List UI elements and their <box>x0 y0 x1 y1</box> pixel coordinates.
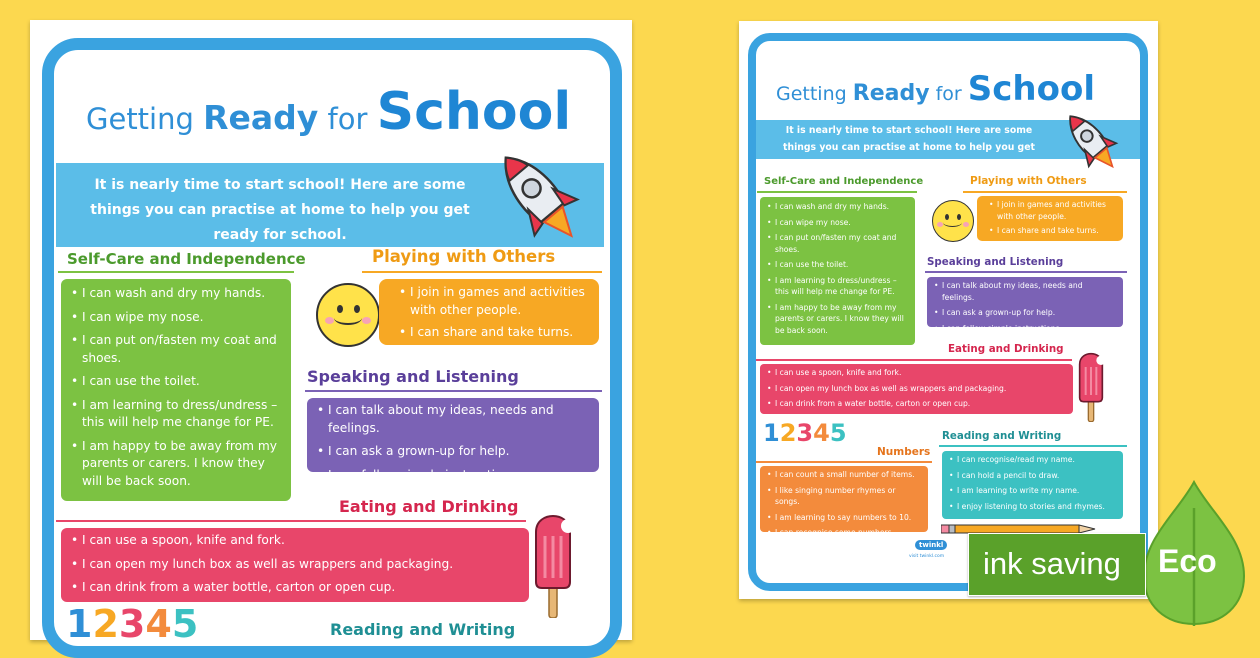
list-item: • I can open my lunch box as well as wrappers and packaging. <box>71 556 519 574</box>
poster-title <box>776 69 1095 109</box>
title-getting: Getting <box>776 83 847 105</box>
digit: 4 <box>145 602 172 646</box>
list-item: • I can recognise some numbers. <box>767 527 921 539</box>
reading-rule <box>939 445 1127 447</box>
title-school: School <box>376 82 572 142</box>
digit: 3 <box>118 602 146 646</box>
digit: 2 <box>779 419 797 447</box>
list-item: • I can use a spoon, knife and fork. <box>71 532 519 550</box>
ice-lolly-icon <box>1077 352 1105 422</box>
speaking-box <box>927 277 1123 333</box>
speaking-rule <box>925 271 1127 273</box>
list-item: • I can drink from a water bottle, carton or open cup. <box>767 398 1066 410</box>
list-item: • I join in games and activities with other people. <box>399 284 589 319</box>
list-item: • I can talk about my ideas, needs and feelings. <box>317 402 589 437</box>
title-getting: Getting <box>86 102 194 136</box>
eating-rule <box>56 520 526 522</box>
numbers-title: Numbers <box>877 446 931 458</box>
playing-box <box>379 279 599 345</box>
list-item: • I am learning to say numbers to 10. <box>767 512 921 524</box>
digit: 3 <box>796 419 814 447</box>
list-item: • I can follow simple instructions. <box>317 467 589 485</box>
list-item: • I can use the toilet. <box>767 259 908 271</box>
list-item: • I can put on/fasten my coat and shoes. <box>767 232 908 255</box>
selfcare-rule <box>757 191 917 193</box>
selfcare-box <box>760 197 915 345</box>
list-item: • I can hold a pencil to draw. <box>949 470 1116 482</box>
playing-title: Playing with Others <box>970 175 1087 187</box>
playing-box <box>977 196 1123 241</box>
title-school: School <box>967 69 1095 109</box>
smiley-icon <box>316 283 380 347</box>
eating-title: Eating and Drinking <box>948 343 1064 355</box>
list-item: • I enjoy listening to stories and rhymes. <box>949 501 1116 513</box>
rocket-icon <box>482 140 594 252</box>
reading-title-clipped: Reading and Writing <box>330 620 516 639</box>
speaking-title: Speaking and Listening <box>307 367 519 386</box>
intro-banner: It is nearly time to start school! Here are some things you can practise at home to help you get ready for school. <box>56 163 604 247</box>
digit: 5 <box>829 419 847 447</box>
selfcare-title: Self-Care and Independence <box>67 250 306 268</box>
numbers-digits <box>66 602 198 646</box>
list-item: • I can wash and dry my hands. <box>767 201 908 213</box>
intro-banner: It is nearly time to start school! Here are some things you can practise at home to help you get ready for school. <box>756 120 1140 159</box>
selfcare-rule <box>58 271 294 273</box>
list-item: • I can talk about my ideas, needs and feelings. <box>934 280 1116 303</box>
list-item: • I can drink from a water bottle, carton or open cup. <box>71 579 519 597</box>
title-ready: Ready <box>203 98 319 137</box>
right-poster <box>739 21 1158 599</box>
list-item: • I am learning to write my name. <box>949 485 1116 497</box>
playing-rule <box>963 191 1127 193</box>
ice-lolly-icon <box>532 514 574 618</box>
title-for: for <box>327 102 368 136</box>
playing-rule <box>362 271 602 273</box>
smiley-mouth <box>334 311 362 325</box>
list-item: • I can ask a grown-up for help. <box>317 443 589 461</box>
list-item: • I like singing number rhymes or songs. <box>767 485 921 508</box>
list-item: • I join in games and activities with other people. <box>989 199 1117 222</box>
list-item: • I can use a spoon, knife and fork. <box>767 367 1066 379</box>
list-item: • I can share and take turns. <box>399 324 589 342</box>
eating-rule <box>756 359 1072 361</box>
list-item: • I can wash and dry my hands. <box>71 285 281 303</box>
list-item: • I can ask a grown-up for help. <box>934 307 1116 319</box>
list-item: • I can follow simple instructions. <box>934 323 1116 335</box>
numbers-box <box>760 466 928 537</box>
list-item: • I can open my lunch box as well as wrappers and packaging. <box>767 383 1066 395</box>
smiley-icon <box>932 200 974 242</box>
list-item: • I am learning to dress/undress – this will help me change for PE. <box>71 397 281 432</box>
rocket-icon <box>1055 105 1127 177</box>
smiley-cheek <box>362 317 371 324</box>
digit: 5 <box>171 602 199 646</box>
list-item: • I can count a small number of items. <box>767 469 921 481</box>
eating-box <box>61 528 529 602</box>
numbers-digits <box>763 419 847 447</box>
reading-title: Reading and Writing <box>942 430 1062 442</box>
eco-text: Eco <box>1158 543 1217 579</box>
left-poster <box>30 20 632 646</box>
speaking-box <box>307 398 599 482</box>
digit: 1 <box>763 419 780 447</box>
list-item: • I can share and take turns. <box>989 225 1117 237</box>
eating-title: Eating and Drinking <box>339 497 519 516</box>
digit: 1 <box>66 602 93 646</box>
list-item: • I can wipe my nose. <box>767 217 908 229</box>
list-item: • I am learning to dress/undress – this will help me change for PE. <box>767 275 908 298</box>
list-item: • I can use the toilet. <box>71 373 281 391</box>
digit: 2 <box>92 602 119 646</box>
list-item: • I can wipe my nose. <box>71 309 281 327</box>
speaking-rule <box>305 390 602 392</box>
smiley-cheek <box>325 317 334 324</box>
numbers-rule <box>756 461 932 463</box>
digit: 4 <box>813 419 830 447</box>
reading-box <box>942 451 1123 519</box>
list-item: • I am happy to be away from my parents or carers. I know they will be back soon. <box>767 302 908 337</box>
twinkl-url: visit twinkl.com <box>909 554 945 559</box>
list-item: • I can put on/fasten my coat and shoes. <box>71 332 281 367</box>
title-for: for <box>935 83 962 105</box>
playing-title: Playing with Others <box>372 247 556 266</box>
twinkl-logo: twinkl <box>915 540 947 550</box>
selfcare-title: Self-Care and Independence <box>764 176 924 187</box>
smiley-mouth <box>943 218 962 227</box>
list-item: • I am happy to be away from my parents or carers. I know they will be back soon. <box>71 438 281 491</box>
speaking-title: Speaking and Listening <box>927 256 1064 268</box>
poster-title <box>86 82 571 142</box>
smiley-cheek <box>963 222 969 227</box>
eating-box <box>760 364 1073 414</box>
list-item: • I can recognise/read my name. <box>949 454 1116 466</box>
ink-saving-badge <box>968 533 1146 596</box>
selfcare-box <box>61 279 291 501</box>
ink-saving-text: ink saving <box>983 546 1121 581</box>
title-ready: Ready <box>852 81 930 106</box>
smiley-cheek <box>937 222 943 227</box>
